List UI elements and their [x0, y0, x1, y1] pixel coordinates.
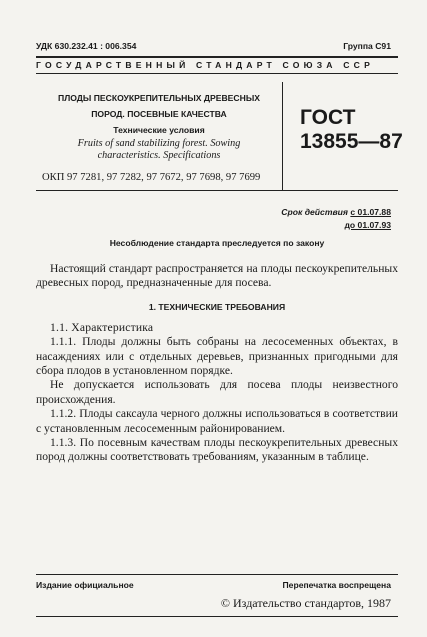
english-title-line-1: Fruits of sand stabilizing forest. Sowing — [77, 138, 241, 149]
validity-from-date: с 01.07.88 — [350, 207, 391, 217]
validity-from — [281, 207, 391, 217]
banner-rule — [36, 73, 398, 74]
title-block-divider — [282, 82, 283, 190]
paragraph-1-1-3: 1.1.3. По посевным качествам плоды пескоукрепительных древесных пород должны соответствовать требованиям, указанным в таблице. — [36, 436, 398, 464]
udk-code: УДК 630.232.41 : 006.354 — [36, 41, 137, 51]
subsection-heading: 1.1. Характеристика — [50, 320, 154, 334]
english-title-line-2: characteristics. Specifications — [97, 150, 221, 161]
footer-rule — [36, 574, 398, 575]
standard-banner: ГОСУДАРСТВЕННЫЙ СТАНДАРТ СОЮЗА ССР — [36, 60, 375, 70]
title-line-2: ПОРОД. ПОСЕВНЫЕ КАЧЕСТВА — [91, 109, 227, 119]
paragraph-1-1-1: 1.1.1. Плоды должны быть собраны на лесосеменных объектах, в насаждениях или с отдельных деревьев, признанных пригодными для сбора плодов в установленном порядке. — [36, 335, 398, 378]
title-block-bottom-rule — [36, 190, 398, 191]
paragraph-1-1-2: 1.1.2. Плоды саксаула черного должны использоваться в соответствии с установленным лесосеменным районированием. — [36, 407, 398, 435]
section-title: 1. ТЕХНИЧЕСКИЕ ТРЕБОВАНИЯ — [148, 301, 286, 312]
intro-paragraph: Настоящий стандарт распространяется на плоды пескоукрепительных древесных пород, предназначенные для посева. — [36, 262, 398, 290]
validity-label: Срок действия — [281, 207, 348, 217]
legal-notice: Несоблюдение стандарта преследуется по закону — [109, 238, 325, 248]
footer-bottom-rule — [36, 616, 398, 617]
group-code: Группа С91 — [343, 41, 391, 51]
reprint-prohibited: Перепечатка воспрещена — [282, 580, 391, 590]
document-body — [36, 262, 398, 465]
okp-codes: ОКП 97 7281, 97 7282, 97 7672, 97 7698, 97 7699 — [42, 172, 261, 183]
official-edition: Издание официальное — [36, 580, 134, 590]
gost-number: 13855—87 — [300, 130, 403, 153]
validity-to: до 01.07.93 — [344, 220, 391, 230]
paragraph-note: Не допускается использовать для посева плоды неизвестного происхождения. — [36, 378, 398, 406]
title-line-1: ПЛОДЫ ПЕСКОУКРЕПИТЕЛЬНЫХ ДРЕВЕСНЫХ — [58, 93, 260, 103]
copyright-notice: © Издательство стандартов, 1987 — [220, 596, 391, 610]
gost-label: ГОСТ — [300, 106, 356, 129]
top-rule — [36, 56, 398, 58]
subtitle: Технические условия — [113, 125, 205, 135]
